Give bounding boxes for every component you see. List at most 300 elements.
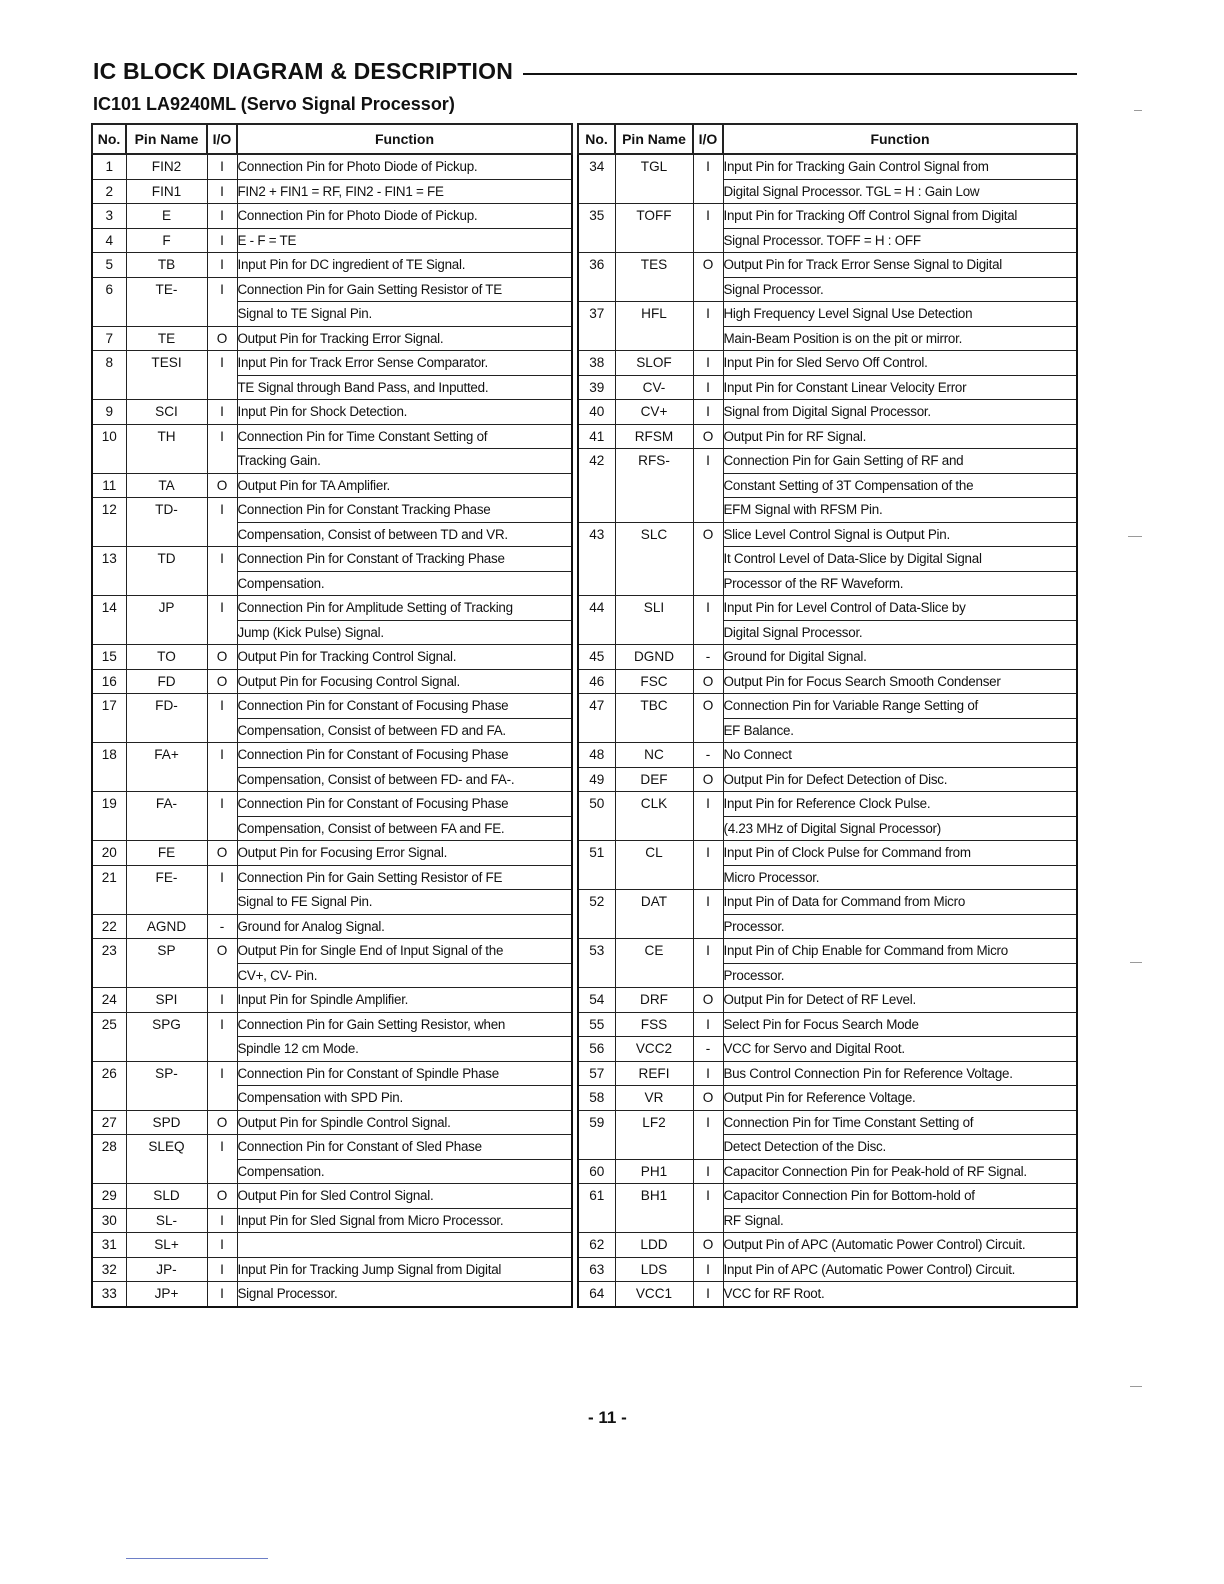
function-cell: Input Pin for Reference Clock Pulse.: [723, 792, 1077, 817]
function-cell: Output Pin for Track Error Sense Signal to Digital: [723, 253, 1077, 278]
pin-number-cell: [578, 228, 615, 253]
table-row: [92, 1159, 572, 1184]
function-cell: Spindle 12 cm Mode.: [237, 1037, 572, 1062]
function-cell: Signal Processor. TOFF = H : OFF: [723, 228, 1077, 253]
pin-number-cell: [92, 522, 126, 547]
pin-name-cell: VR: [615, 1086, 693, 1111]
table-row: [578, 351, 1077, 376]
pin-name-cell: [615, 1208, 693, 1233]
io-cell: [693, 473, 723, 498]
table-row: [92, 1135, 572, 1160]
table-row: [578, 914, 1077, 939]
function-cell: Signal to TE Signal Pin.: [237, 302, 572, 327]
table-row: [578, 1257, 1077, 1282]
io-cell: I: [693, 939, 723, 964]
header-function: Function: [237, 124, 572, 154]
pin-number-cell: [578, 963, 615, 988]
ic-subtitle: IC101 LA9240ML (Servo Signal Processor): [93, 94, 455, 114]
function-cell: VCC for RF Root.: [723, 1282, 1077, 1307]
function-cell: Connection Pin for Constant of Focusing Phase: [237, 743, 572, 768]
table-row: [92, 547, 572, 572]
function-cell: Output Pin for Reference Voltage.: [723, 1086, 1077, 1111]
table-row: [92, 743, 572, 768]
table-row: [578, 963, 1077, 988]
function-cell: Output Pin of APC (Automatic Power Control) Circuit.: [723, 1233, 1077, 1258]
table-row: [92, 424, 572, 449]
pin-number-cell: 49: [578, 767, 615, 792]
pin-name-cell: FIN2: [126, 154, 207, 179]
table-row: [578, 1208, 1077, 1233]
function-cell: Output Pin for Focusing Control Signal.: [237, 669, 572, 694]
io-cell: I: [207, 154, 237, 179]
table-row: [578, 1282, 1077, 1307]
pin-number-cell: 50: [578, 792, 615, 817]
io-cell: O: [693, 988, 723, 1013]
table-row: [578, 645, 1077, 670]
pin-number-cell: 55: [578, 1012, 615, 1037]
pin-name-cell: TD-: [126, 498, 207, 523]
function-cell: Connection Pin for Gain Setting Resistor, when: [237, 1012, 572, 1037]
function-cell: Input Pin for Track Error Sense Comparator.: [237, 351, 572, 376]
pin-name-cell: [615, 547, 693, 572]
pin-name-cell: FIN1: [126, 179, 207, 204]
function-cell: Connection Pin for Photo Diode of Pickup.: [237, 154, 572, 179]
pin-number-cell: 36: [578, 253, 615, 278]
pin-name-cell: [615, 277, 693, 302]
scan-mark: [1128, 536, 1142, 537]
table-row: [92, 914, 572, 939]
pin-number-cell: [578, 179, 615, 204]
pin-name-cell: [126, 890, 207, 915]
io-cell: [207, 620, 237, 645]
table-header-row: [578, 124, 1077, 154]
table-row: [92, 253, 572, 278]
table-row: [92, 620, 572, 645]
io-cell: [693, 620, 723, 645]
io-cell: I: [693, 792, 723, 817]
function-cell: Processor.: [723, 914, 1077, 939]
table-row: [578, 400, 1077, 425]
table-row: [92, 1184, 572, 1209]
table-row: [92, 694, 572, 719]
pin-name-cell: SP-: [126, 1061, 207, 1086]
pin-number-cell: 32: [92, 1257, 126, 1282]
pin-name-cell: LF2: [615, 1110, 693, 1135]
function-cell: No Connect: [723, 743, 1077, 768]
pin-name-cell: [126, 718, 207, 743]
pin-name-cell: TESI: [126, 351, 207, 376]
table-row: [92, 841, 572, 866]
table-row: [92, 179, 572, 204]
pin-number-cell: 40: [578, 400, 615, 425]
pin-name-cell: VCC2: [615, 1037, 693, 1062]
pin-number-cell: 11: [92, 473, 126, 498]
pin-name-cell: TD: [126, 547, 207, 572]
table-row: [92, 498, 572, 523]
section-heading: [93, 58, 1083, 90]
pin-number-cell: 57: [578, 1061, 615, 1086]
pin-number-cell: 60: [578, 1159, 615, 1184]
io-cell: I: [693, 400, 723, 425]
pin-name-cell: [126, 767, 207, 792]
function-cell: Input Pin of Chip Enable for Command from Micro: [723, 939, 1077, 964]
io-cell: -: [693, 1037, 723, 1062]
io-cell: [207, 302, 237, 327]
pin-name-cell: REFI: [615, 1061, 693, 1086]
pin-number-cell: 17: [92, 694, 126, 719]
io-cell: I: [693, 1159, 723, 1184]
io-cell: O: [693, 253, 723, 278]
pin-number-cell: 51: [578, 841, 615, 866]
table-row: [578, 302, 1077, 327]
io-cell: [693, 816, 723, 841]
io-cell: I: [693, 1282, 723, 1307]
function-cell: (4.23 MHz of Digital Signal Processor): [723, 816, 1077, 841]
pin-name-cell: [615, 498, 693, 523]
function-cell: Connection Pin for Constant of Spindle Phase: [237, 1061, 572, 1086]
function-cell: Input Pin of APC (Automatic Power Control) Circuit.: [723, 1257, 1077, 1282]
pin-name-cell: [126, 816, 207, 841]
io-cell: I: [207, 1208, 237, 1233]
io-cell: I: [693, 204, 723, 229]
pin-name-cell: JP-: [126, 1257, 207, 1282]
pin-name-cell: DGND: [615, 645, 693, 670]
pin-number-cell: 13: [92, 547, 126, 572]
pin-name-cell: HFL: [615, 302, 693, 327]
table-row: [578, 473, 1077, 498]
pin-number-cell: 30: [92, 1208, 126, 1233]
function-cell: Main-Beam Position is on the pit or mirror.: [723, 326, 1077, 351]
io-cell: O: [207, 669, 237, 694]
table-row: [92, 277, 572, 302]
function-cell: Output Pin for Defect Detection of Disc.: [723, 767, 1077, 792]
function-cell: Compensation, Consist of between FA and FE.: [237, 816, 572, 841]
pin-number-cell: 43: [578, 522, 615, 547]
scan-mark: [1134, 110, 1142, 111]
pin-name-cell: [126, 522, 207, 547]
pin-number-cell: [92, 375, 126, 400]
io-cell: I: [207, 865, 237, 890]
io-cell: I: [207, 498, 237, 523]
function-cell: Tracking Gain.: [237, 449, 572, 474]
pin-number-cell: 16: [92, 669, 126, 694]
function-cell: Input Pin of Data for Command from Micro: [723, 890, 1077, 915]
pin-number-cell: [578, 620, 615, 645]
io-cell: O: [693, 694, 723, 719]
table-row: [578, 669, 1077, 694]
io-cell: -: [693, 645, 723, 670]
pin-number-cell: 35: [578, 204, 615, 229]
pin-number-cell: 15: [92, 645, 126, 670]
function-cell: Output Pin for Focus Search Smooth Condenser: [723, 669, 1077, 694]
function-cell: FIN2 + FIN1 = RF, FIN2 - FIN1 = FE: [237, 179, 572, 204]
io-cell: I: [207, 1012, 237, 1037]
pin-name-cell: PH1: [615, 1159, 693, 1184]
table-row: [578, 890, 1077, 915]
pin-number-cell: 53: [578, 939, 615, 964]
function-cell: Connection Pin for Gain Setting Resistor of FE: [237, 865, 572, 890]
io-cell: O: [207, 645, 237, 670]
pin-name-cell: CE: [615, 939, 693, 964]
pin-number-cell: [92, 890, 126, 915]
pin-name-cell: FE-: [126, 865, 207, 890]
io-cell: [693, 277, 723, 302]
table-row: [578, 694, 1077, 719]
io-cell: I: [693, 375, 723, 400]
pin-number-cell: [578, 816, 615, 841]
io-cell: I: [207, 204, 237, 229]
pin-name-cell: SL-: [126, 1208, 207, 1233]
io-cell: O: [693, 522, 723, 547]
pin-number-cell: 62: [578, 1233, 615, 1258]
table-row: [92, 890, 572, 915]
pin-name-cell: F: [126, 228, 207, 253]
pin-number-cell: 7: [92, 326, 126, 351]
io-cell: I: [693, 890, 723, 915]
function-cell: Connection Pin for Time Constant Setting of: [237, 424, 572, 449]
pin-name-cell: [126, 571, 207, 596]
table-row: [578, 498, 1077, 523]
table-row: [578, 571, 1077, 596]
function-cell: [237, 1233, 572, 1258]
table-row: [92, 816, 572, 841]
pin-name-cell: SPG: [126, 1012, 207, 1037]
io-cell: [693, 228, 723, 253]
pin-number-cell: [578, 914, 615, 939]
pin-name-cell: [615, 326, 693, 351]
function-cell: Signal Processor.: [723, 277, 1077, 302]
io-cell: -: [693, 743, 723, 768]
table-row: [92, 1110, 572, 1135]
pin-number-cell: 52: [578, 890, 615, 915]
pin-name-cell: [126, 1037, 207, 1062]
pin-name-cell: TB: [126, 253, 207, 278]
table-row: [92, 718, 572, 743]
function-cell: Signal to FE Signal Pin.: [237, 890, 572, 915]
table-row: [92, 1037, 572, 1062]
scan-mark: [1130, 962, 1142, 963]
io-cell: [207, 1086, 237, 1111]
pin-name-cell: TGL: [615, 154, 693, 179]
pin-name-cell: E: [126, 204, 207, 229]
pin-name-cell: DRF: [615, 988, 693, 1013]
function-cell: Signal Processor.: [237, 1282, 572, 1307]
function-cell: Output Pin for Tracking Control Signal.: [237, 645, 572, 670]
io-cell: O: [693, 669, 723, 694]
pin-table-right: [577, 123, 1078, 1308]
table-row: [92, 1208, 572, 1233]
pin-number-cell: [578, 326, 615, 351]
function-cell: Compensation, Consist of between FD and FA.: [237, 718, 572, 743]
function-cell: Connection Pin for Variable Range Setting of: [723, 694, 1077, 719]
table-row: [92, 939, 572, 964]
pin-name-cell: [615, 963, 693, 988]
pin-number-cell: 44: [578, 596, 615, 621]
table-row: [578, 1037, 1077, 1062]
pin-number-cell: 47: [578, 694, 615, 719]
pin-name-cell: SLD: [126, 1184, 207, 1209]
io-cell: [207, 375, 237, 400]
pin-name-cell: TOFF: [615, 204, 693, 229]
pin-number-cell: [92, 816, 126, 841]
function-cell: Input Pin of Clock Pulse for Command from: [723, 841, 1077, 866]
io-cell: I: [207, 1282, 237, 1307]
io-cell: [693, 963, 723, 988]
pin-number-cell: 19: [92, 792, 126, 817]
io-cell: I: [207, 228, 237, 253]
pin-number-cell: 39: [578, 375, 615, 400]
function-cell: Connection Pin for Constant Tracking Phase: [237, 498, 572, 523]
function-cell: Signal from Digital Signal Processor.: [723, 400, 1077, 425]
function-cell: RF Signal.: [723, 1208, 1077, 1233]
pin-name-cell: [615, 620, 693, 645]
pin-name-cell: FE: [126, 841, 207, 866]
header-function: Function: [723, 124, 1077, 154]
pin-name-cell: SL+: [126, 1233, 207, 1258]
pin-number-cell: 33: [92, 1282, 126, 1307]
pin-number-cell: [92, 1086, 126, 1111]
function-cell: Digital Signal Processor. TGL = H : Gain Low: [723, 179, 1077, 204]
pin-number-cell: 6: [92, 277, 126, 302]
function-cell: Input Pin for Level Control of Data-Slice by: [723, 596, 1077, 621]
pin-number-cell: 5: [92, 253, 126, 278]
pin-name-cell: TA: [126, 473, 207, 498]
function-cell: Ground for Digital Signal.: [723, 645, 1077, 670]
table-row: [92, 400, 572, 425]
header-io: I/O: [207, 124, 237, 154]
pin-name-cell: CL: [615, 841, 693, 866]
table-row: [578, 375, 1077, 400]
pin-table-left: [91, 123, 573, 1308]
table-row: [578, 1159, 1077, 1184]
io-cell: [693, 571, 723, 596]
function-cell: Input Pin for Tracking Jump Signal from Digital: [237, 1257, 572, 1282]
table-row: [578, 816, 1077, 841]
pin-number-cell: 8: [92, 351, 126, 376]
table-row: [578, 1233, 1077, 1258]
io-cell: [207, 816, 237, 841]
io-cell: [207, 571, 237, 596]
table-row: [92, 326, 572, 351]
io-cell: I: [207, 424, 237, 449]
function-cell: Compensation.: [237, 1159, 572, 1184]
pin-number-cell: [578, 865, 615, 890]
pin-name-cell: SLI: [615, 596, 693, 621]
io-cell: [693, 865, 723, 890]
pin-name-cell: [615, 914, 693, 939]
pin-name-cell: SP: [126, 939, 207, 964]
io-cell: I: [693, 302, 723, 327]
table-row: [92, 1233, 572, 1258]
io-cell: [693, 1135, 723, 1160]
function-cell: Output Pin for Sled Control Signal.: [237, 1184, 572, 1209]
io-cell: -: [207, 914, 237, 939]
function-cell: Jump (Kick Pulse) Signal.: [237, 620, 572, 645]
function-cell: Connection Pin for Photo Diode of Pickup.: [237, 204, 572, 229]
pin-number-cell: 37: [578, 302, 615, 327]
pin-number-cell: [578, 1208, 615, 1233]
function-cell: Input Pin for Spindle Amplifier.: [237, 988, 572, 1013]
function-cell: Connection Pin for Constant of Sled Phase: [237, 1135, 572, 1160]
pin-number-cell: [578, 571, 615, 596]
table-row: [578, 326, 1077, 351]
table-row: [578, 988, 1077, 1013]
pin-number-cell: 56: [578, 1037, 615, 1062]
io-cell: I: [207, 1135, 237, 1160]
io-cell: I: [693, 596, 723, 621]
pin-number-cell: 29: [92, 1184, 126, 1209]
io-cell: [207, 963, 237, 988]
table-row: [92, 792, 572, 817]
pin-number-cell: [92, 302, 126, 327]
pin-number-cell: [92, 571, 126, 596]
pin-name-cell: LDD: [615, 1233, 693, 1258]
table-row: [578, 204, 1077, 229]
io-cell: I: [693, 1012, 723, 1037]
function-cell: Select Pin for Focus Search Mode: [723, 1012, 1077, 1037]
table-row: [92, 645, 572, 670]
io-cell: [693, 718, 723, 743]
pin-number-cell: 14: [92, 596, 126, 621]
function-cell: Input Pin for Tracking Gain Control Signal from: [723, 154, 1077, 179]
pin-number-cell: 41: [578, 424, 615, 449]
footer-line: [126, 1558, 268, 1559]
io-cell: I: [693, 351, 723, 376]
pin-number-cell: 9: [92, 400, 126, 425]
pin-name-cell: [126, 449, 207, 474]
table-row: [578, 449, 1077, 474]
function-cell: Connection Pin for Constant of Tracking Phase: [237, 547, 572, 572]
table-row: [578, 1061, 1077, 1086]
io-cell: I: [207, 277, 237, 302]
pin-number-cell: 22: [92, 914, 126, 939]
function-cell: Processor of the RF Waveform.: [723, 571, 1077, 596]
table-row: [92, 669, 572, 694]
pin-number-cell: 25: [92, 1012, 126, 1037]
table-header-row: [92, 124, 572, 154]
pin-number-cell: 20: [92, 841, 126, 866]
function-cell: Connection Pin for Time Constant Setting of: [723, 1110, 1077, 1135]
function-cell: Connection Pin for Gain Setting of RF and: [723, 449, 1077, 474]
table-row: [578, 792, 1077, 817]
io-cell: I: [207, 694, 237, 719]
table-row: [578, 743, 1077, 768]
function-cell: Compensation.: [237, 571, 572, 596]
pin-name-cell: [615, 228, 693, 253]
io-cell: I: [207, 792, 237, 817]
function-cell: Output Pin for Spindle Control Signal.: [237, 1110, 572, 1135]
pin-name-cell: [126, 1086, 207, 1111]
function-cell: TE Signal through Band Pass, and Inputted.: [237, 375, 572, 400]
io-cell: [207, 449, 237, 474]
io-cell: [693, 179, 723, 204]
pin-name-cell: DEF: [615, 767, 693, 792]
pin-name-cell: LDS: [615, 1257, 693, 1282]
io-cell: O: [207, 1110, 237, 1135]
pin-number-cell: [92, 963, 126, 988]
pin-name-cell: CV+: [615, 400, 693, 425]
io-cell: O: [207, 326, 237, 351]
io-cell: I: [693, 1061, 723, 1086]
table-row: [578, 547, 1077, 572]
pin-number-cell: [92, 718, 126, 743]
pin-name-cell: TE: [126, 326, 207, 351]
pin-number-cell: 64: [578, 1282, 615, 1307]
table-row: [578, 1012, 1077, 1037]
page-number: - 11 -: [588, 1408, 627, 1427]
table-row: [578, 253, 1077, 278]
table-row: [578, 179, 1077, 204]
